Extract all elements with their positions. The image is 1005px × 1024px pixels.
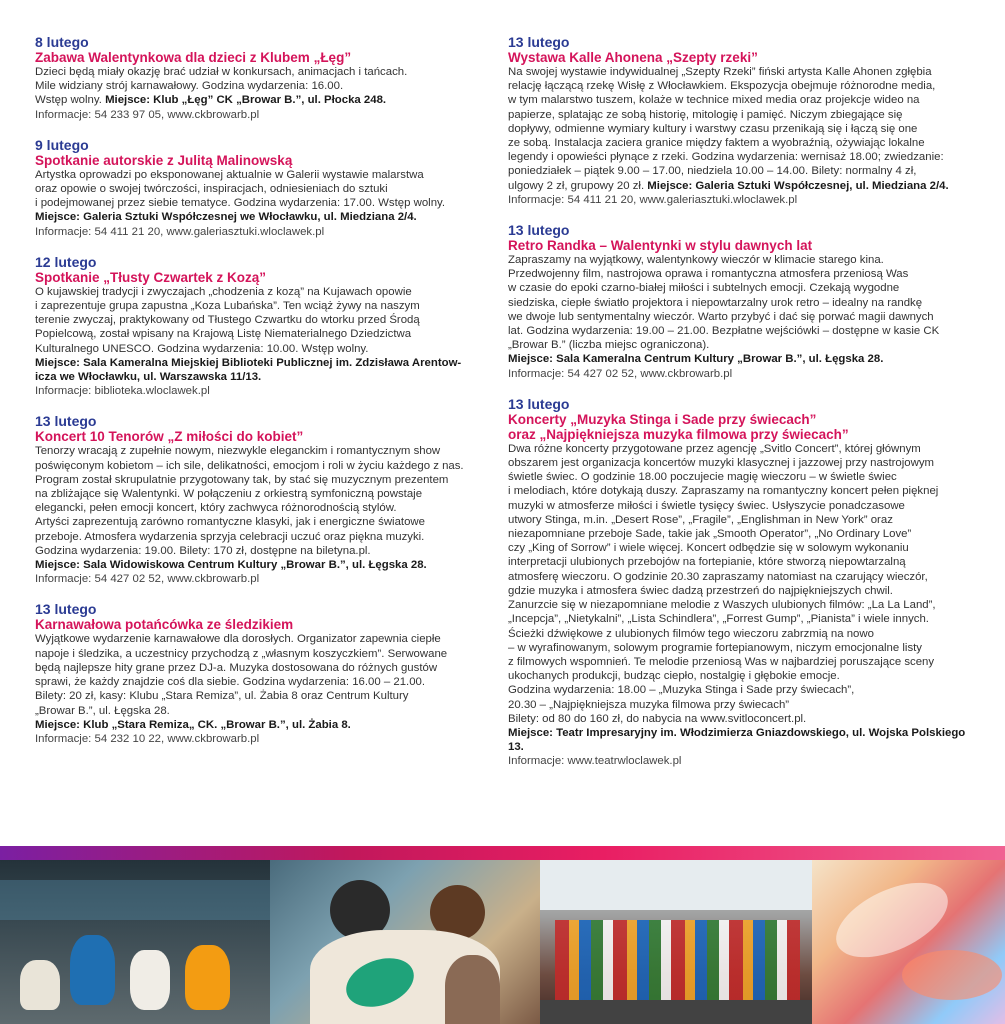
event-info: Informacje: 54 427 02 52, www.ckbrowarb.pl xyxy=(508,367,733,380)
photo-strip xyxy=(0,860,1005,1024)
photo-exhibition-sculptures xyxy=(0,860,270,1024)
event-date: 9 lutego xyxy=(35,136,89,153)
event-description: Wyjątkowe wydarzenie karnawałowe dla dorosłych. Organizator zapewnia ciepłe napoje i śledzika, a uczestnicy przychodzą z „własnym koszyczkiem”. Serwowane będą najlepsze hity grane przez DJ-a. Muzyka dostosowana do różnych gustów sprawi, że każdy znajdzie coś dla siebie. Godzina wydarzenia: 16.00 – 21.00. Bilety: 20 zł, kasy: Klubu „Stara Remiza”, ul. Żabia 8 oraz Centrum Kultury „Browar B.”, ul. Łęgska 28. xyxy=(35,633,448,717)
event-description: Zapraszamy na wyjątkowy, walentynkowy wieczór w klimacie starego kina. Przedwojenny film, nastrojowa oprawa i romantyczna atmosfera przeniosą Was w czasie do epoki czarno-białej miłości i subtelnych emocji. Czekają wygodne siedziska, ciepłe światło projektora i niepowtarzalny urok retro – idealny na randkę we dwoje lub sentymentalny wieczór. Warto przybyć i dać się porwać magii dawnych lat. Godzina wydarzenia: 19.00 – 21.00. Bezpłatne wejściówki – dostępne w kasie CK „Browar B.” (liczba miejsc ograniczona). xyxy=(508,254,940,352)
event-info: Informacje: biblioteka.wloclawek.pl xyxy=(35,385,210,398)
event-place: Miejsce: Sala Widowiskowa Centrum Kultury „Browar B.”, ul. Łęgska 28. xyxy=(35,559,427,572)
event-title: Koncerty „Muzyka Stinga i Sade przy świecach” oraz „Najpiękniejsza muzyka filmowa przy świecach” xyxy=(508,411,849,442)
event-place: Miejsce: Sala Kameralna Centrum Kultury „Browar B.”, ul. Łęgska 28. xyxy=(508,353,884,366)
event-info: Informacje: 54 427 02 52, www.ckbrowarb.pl xyxy=(35,573,260,586)
event-info: Informacje: 54 411 21 20, www.galeriasztuki.wloclawek.pl xyxy=(508,193,798,206)
event-date: 13 lutego xyxy=(508,395,570,412)
event-info: Informacje: www.teatrwloclawek.pl xyxy=(508,755,682,768)
decorative-color-band xyxy=(0,846,1005,860)
event-description: Na swojej wystawie indywidualnej „Szepty Rzeki” fiński artysta Kalle Ahonen zgłębia relację łączącą rzekę Wisłę z Włocławkiem. Ekspozycja obejmuje różnorodne media, w tym malarstwo tuszem, kolaże w technice mixed media oraz projekcje wideo na papierze, splatając ze sobą historię, mitologię i pamięć. Niczym zbiegające się dopływy, odmienne wymiary kultury i warstwy czasu przenikają się i łączą się one ze sobą. Instalacja zaciera granice między faktem a wyobraźnią, ożywiając lokalne legendy i opowieści płynące z rzeki. Godzina wydarzenia: wernisaż 18.00; zwiedzanie: poniedziałek – piątek 9.00 – 17.00, niedziela 10.00 – 14.00. Bilety: normalny 4 zł, ulgowy 2 zł, grupowy 20 zł. Miejsce: Galeria Sztuki Współczesnej, ul. Miedziana 2/4. xyxy=(508,66,949,192)
event-date: 8 lutego xyxy=(35,34,89,50)
event-description: Dzieci będą miały okazję brać udział w konkursach, animacjach i tańcach. Mile widziany strój karnawałowy. Godzina wydarzenia: 16.00. xyxy=(35,66,408,93)
event-info: Informacje: 54 233 97 05, www.ckbrowarb.pl xyxy=(35,108,260,121)
event-title: Koncert 10 Tenorów „Z miłości do kobiet” xyxy=(35,429,304,445)
event-date: 13 lutego xyxy=(35,413,97,430)
event-place: Wstęp wolny. Miejsce: Klub „Łęg” CK „Browar B.”, ul. Płocka 248. xyxy=(35,94,387,107)
event-date: 13 lutego xyxy=(508,34,570,50)
event-date: 12 lutego xyxy=(35,253,97,270)
photo-folk-group xyxy=(540,860,812,1024)
event-date: 13 lutego xyxy=(508,222,570,239)
photo-theatre-performance xyxy=(270,860,540,1024)
event-retro-date xyxy=(508,222,973,381)
event-title: Karnawałowa potańcówka ze śledzikiem xyxy=(35,617,294,633)
event-info: Informacje: 54 232 10 22, www.ckbrowarb.pl xyxy=(35,732,260,745)
event-place: Miejsce: Klub „Stara Remiza„ CK. „Browar B.”, ul. Żabia 8. xyxy=(35,718,351,731)
event-description: Dwa różne koncerty przygotowane przez agencję „Svitlo Concert”, której głównym obszarem jest organizacja koncertów muzyki klasycznej i jazzowej przy nastrojowym świetle świec. O godzinie 18.00 poczujecie magię wieczoru – w świetle świec i melodiach, które dotykają duszy. Zapraszamy na romantyczny koncert pełen pięknej muzyki w atmosferze miłości i świetle tysięcy świec. Usłyszycie ponadczasowe utwory Stinga, m.in. „Desert Rose”, „Fragile”, „Englishman in New York” oraz niezapomniane przeboje Sade, takie jak „Smooth Operator”, „No Ordinary Love” czy „King of Sorrow” i wiele więcej. Koncert odbędzie się w solowym wykonaniu interpretacji ulubionych przebojów na fortepianie, które stworzą niepowtarzalną atmosferę wieczoru. O godzinie 20.30 zapraszamy natomiast na czarujący wieczór, gdzie muzyka i atmosfera świec dadzą przestrzeń do najpiękniejszych chwil. Zanurzcie się w niezapomniane melodie z Waszych ulubionych filmów: „La La Land”, „Incepcja”, „Nietykalni”, „Lista Schindlera”, „Forrest Gump”, „Pianista” i wiele innych. Ścieżki dźwiękowe z ulubionych filmów tego wieczoru zabrzmią na nowo – w wyrafinowanym, solowym programie fortepianowym, niczym emocjonalne listy z filmowych wspomnień. Te melodie przeniosą Was w najbardziej poruszające sceny ukochanych produkcji, budząc ciepło, nostalgię i głębokie emocje. Godzina wydarzenia: 18.00 – „Muzyka Stinga i Sade przy świecach”, 20.30 – „Najpiękniejsza muzyka filmowa przy świecach” Bilety: od 80 do 160 zł, do nabycia na www.svitloconcert.pl. xyxy=(508,442,939,725)
event-description: O kujawskiej tradycji i zwyczajach „chodzenia z kozą” na Kujawach opowie i zaprezentuje grupa zapustna „Koza Lubańska”. Ten wciąż żywy na naszym terenie zwyczaj, praktykowany od Tłustego Czwartku do wtorku przed Środą Popielcową, został wpisany na Krajową Listę Niematerialnego Dziedzictwa Kulturalnego UNESCO. Godzina wydarzenia: 10.00. Wstęp wolny. xyxy=(35,285,420,355)
event-date: 13 lutego xyxy=(35,601,97,618)
event-place: Miejsce: Teatr Impresaryjny im. Włodzimierza Gniazdowskiego, ul. Wojska Polskiego 13. xyxy=(508,726,966,754)
event-title: Spotkanie „Tłusty Czwartek z Kozą” xyxy=(35,269,267,285)
photo-abstract-painting xyxy=(812,860,1005,1024)
event-description: Tenorzy wracają z zupełnie nowym, niezwykle eleganckim i romantycznym show poświęconym kobietom – ich sile, delikatności, emocjom i roli w życiu każdego z nas. Program został skrupulatnie przygotowany tak, by stać się muzycznym prezentem na zbliżające się Walentynki. W połączeniu z orkiestrą symfoniczną powstaje elegancki, pełen emocji koncert, który zachwyca różnorodnością stylów. Artyści zaprezentują zarówno romantyczne klasyki, jak i energiczne światowe przeboje. Atmosfera wydarzenia sprzyja celebracji uczuć oraz piękna muzyki. Godzina wydarzenia: 19.00. Bilety: 170 zł, dostępne na biletyna.pl. xyxy=(35,445,464,557)
event-ten-tenors xyxy=(35,413,480,586)
event-candlelight-concerts xyxy=(508,396,973,769)
event-ahonen-exhibition xyxy=(508,34,973,207)
event-title: Wystawa Kalle Ahonena „Szepty rzeki” xyxy=(508,50,758,65)
event-title: Retro Randka – Walentynki w stylu dawnych lat xyxy=(508,238,813,254)
event-info: Informacje: 54 411 21 20, www.galeriasztuki.wloclawek.pl xyxy=(35,225,325,238)
left-column xyxy=(35,34,480,761)
event-carnival-dance xyxy=(35,601,480,746)
event-description: Artystka oprowadzi po eksponowanej aktualnie w Galerii wystawie malarstwa oraz opowie o swojej twórczości, inspiracjach, odniesieniach do sztuki i podejmowanej przez siebie tematyce. Godzina wydarzenia: 17.00. Wstęp wolny. xyxy=(35,168,446,210)
event-place: Miejsce: Galeria Sztuki Współczesnej we Włocławku, ul. Miedziana 2/4. xyxy=(35,211,417,224)
event-title: Spotkanie autorskie z Julitą Malinowską xyxy=(35,152,293,168)
event-valentine-kids xyxy=(35,34,480,122)
event-place: Miejsce: Sala Kameralna Miejskiej Biblioteki Publicznej im. Zdzisława Arentow-icza we Włocławku, ul. Warszawska 11/13. xyxy=(35,356,462,384)
event-title: Zabawa Walentynkowa dla dzieci z Klubem „Łęg” xyxy=(35,50,352,65)
event-fat-thursday xyxy=(35,254,480,399)
event-place: Miejsce: Galeria Sztuki Współczesnej, ul. Miedziana 2/4. xyxy=(647,179,949,192)
right-column xyxy=(508,34,973,784)
event-author-meeting xyxy=(35,137,480,239)
